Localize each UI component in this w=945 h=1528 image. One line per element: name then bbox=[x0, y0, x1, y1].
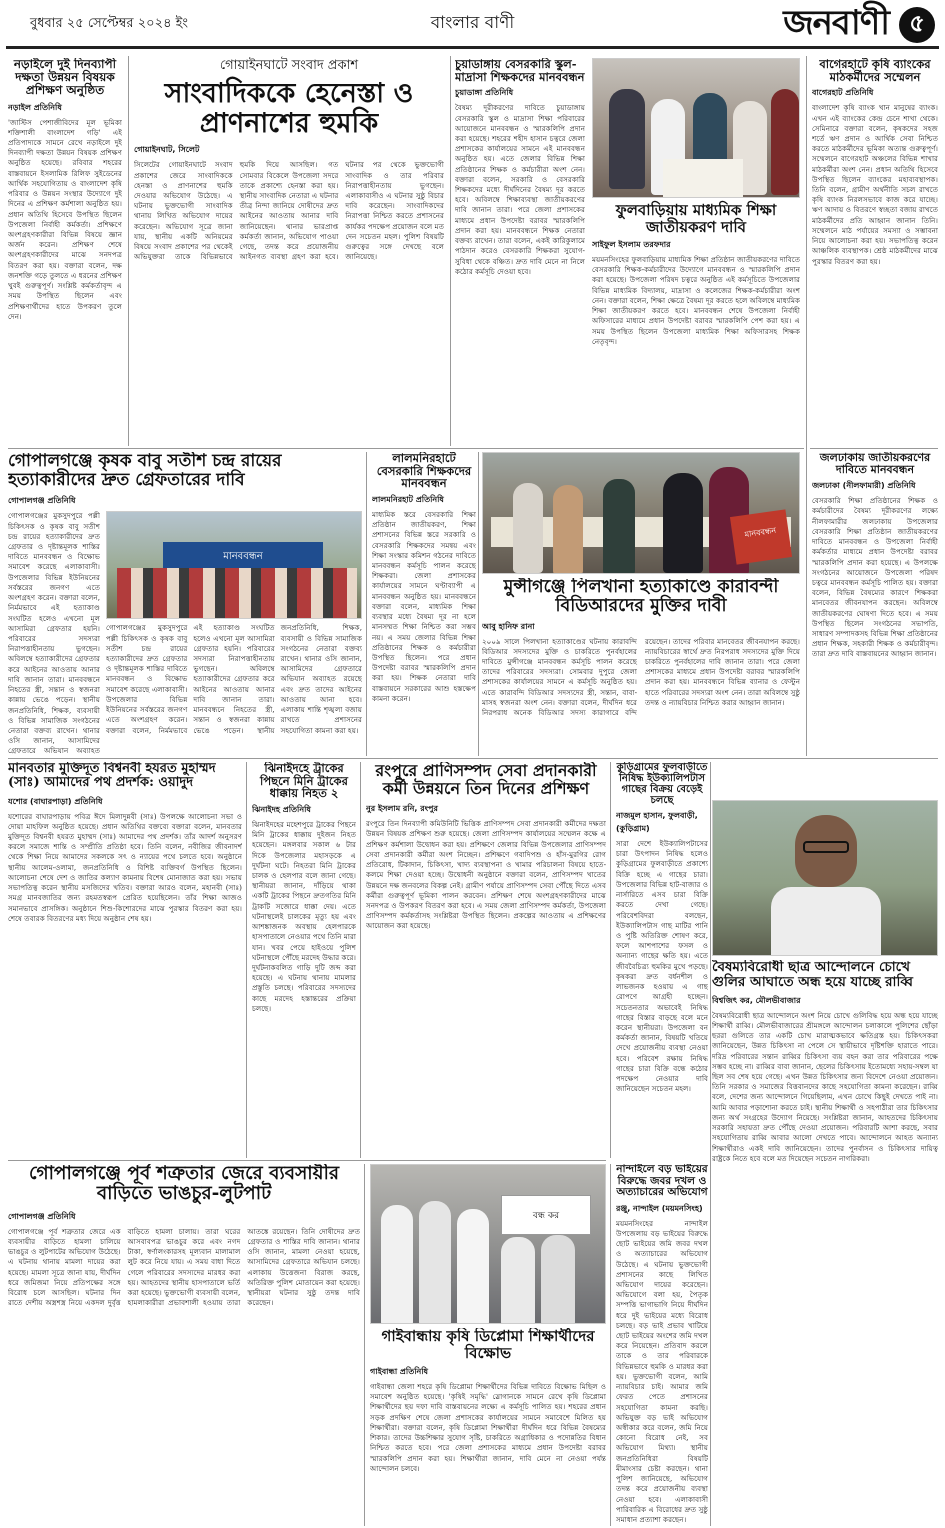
headline: বাগেরহাটে কৃষি ব্যাংকের মাঠকর্মীদের সম্মেলন bbox=[819, 58, 931, 84]
byline: লালমনিরহাট প্রতিনিধি bbox=[372, 494, 444, 504]
divider bbox=[806, 56, 807, 756]
article-body: বৈষম্যবিরোধী ছাত্র আন্দোলনে অংশ নিয়ে চোখে গুলিবিদ্ধ হয়ে অন্ধ হয়ে যাচ্ছে শিক্ষার্থী রাব্বি। মৌলভীবাজারের শ্রীমঙ্গলে আন্দোলন চলাকালে পুলিশের ছোঁড়া ছররা গুলিতে তার একটি চোখ মারাত্মকভাবে ক্ষতিগ্রস্ত হয়। চিকিৎসকরা জানিয়েছেন, উন্নত চিকিৎসা না পেলে সে স্থায়ীভাবে দৃষ্টিশক্তি হারাতে পারে। দরিদ্র পরিবারের সন্তান রাব্বির চিকিৎসা ব্যয় বহন করা তার পরিবারের পক্ষে সম্ভব হচ্ছে না। রাব্বির বাবা জানান, ছেলের চিকিৎসায় ইতোমধ্যে সহায়-সম্বল যা ছিল সব শেষ হয়ে গেছে। এখন উন্নত চিকিৎসার জন্য বিদেশে নেওয়া প্রয়োজন। তিনি সরকার ও সমাজের বিত্তবানদের কাছে সহযোগিতা কামনা করেছেন। রাব্বি বলে, দেশের জন্য আন্দোলনে গিয়েছিলাম, এখন চোখে কিছুই দেখতে পাই না। আমি আবার পড়াশোনা করতে চাই। স্থানীয় শিক্ষার্থী ও সহপাঠীরা তার চিকিৎসার জন্য অর্থ সংগ্রহের উদ্যোগ নিয়েছে। সংশ্লিষ্টরা জানান, আহতদের চিকিৎসায় সরকারি সহায়তা দ্রুত পৌঁছে দেওয়া প্রয়োজন। পরিবারটি আশা করছে, সবার সহযোগিতায় রাব্বি আবার আলো দেখতে পাবে। আন্দোলনে আহত অন্যান্য শিক্ষার্থীরাও একই দাবি জানিয়েছেন। তাদের পুনর্বাসন ও চিকিৎসার দায়িত্ব রাষ্ট্রকে নিতে হবে বলে মত দিয়েছেন সচেতন নাগরিকরা। bbox=[712, 1010, 938, 1163]
article-eucalyptus bbox=[616, 762, 708, 1158]
headline: লালমনিরহাটে বেসরকারি শিক্ষকদের মানববন্ধন bbox=[376, 452, 472, 491]
divider bbox=[450, 56, 451, 446]
headline: গাইবান্ধায় কৃষি ডিপ্লোমা শিক্ষার্থীদের বিক্ষোভ bbox=[381, 1328, 595, 1362]
article-body: ২০০৯ সালে পিলখানা হত্যাকাণ্ডের ঘটনায় কারাবন্দি বিডিআর সদস্যদের মুক্তি ও চাকরিতে পুনর্বহালের দাবিতে মুন্সীগঞ্জে মানববন্ধন কর্মসূচি পালন করেছে তাদের পরিবারের সদস্যরা। সোমবার দুপুরে জেলা প্রশাসকের কার্যালয়ের সামনে এ কর্মসূচি অনুষ্ঠিত হয়। এতে কারাবন্দি বিডিআর সদস্যদের স্ত্রী, সন্তান, বাবা-মাসহ স্বজনরা অংশ নেন। বক্তারা বলেন, দীর্ঘদিন ধরে নিরপরাধ অনেক বিডিআর সদস্য কারাগারে বন্দি রয়েছেন। তাদের পরিবার মানবেতর জীবনযাপন করছে। ন্যায়বিচারের স্বার্থে দ্রুত নিরপরাধ সদস্যদের মুক্তি দিয়ে চাকরিতে পুনর্বহালের দাবি জানান তারা। পরে জেলা প্রশাসকের মাধ্যমে প্রধান উপদেষ্টা বরাবর স্মারকলিপি প্রদান করা হয়। মানববন্ধনে বিভিন্ন ব্যানার ও ফেস্টুন হাতে পরিবারের সদস্যরা অংশ নেন। তারা অবিলম্বে সুষ্ঠু তদন্ত ও ন্যায়বিচার নিশ্চিত করার আহ্বান জানান। bbox=[482, 636, 800, 718]
divider bbox=[8, 758, 938, 759]
byline: ঝিনাইদহ প্রতিনিধি bbox=[252, 804, 311, 814]
byline: চুয়াডাঙ্গা প্রতিনিধি bbox=[455, 88, 514, 98]
article-gopalganj-looting bbox=[8, 1164, 360, 1526]
article-body: গোপালগঞ্জে পূর্ব শত্রুতার জেরে এক ব্যবসায়ীর বাড়িতে হামলা চালিয়ে ভাঙচুর ও লুটপাটের অভিযোগ উঠেছে। এ ঘটনায় থানায় মামলা দায়ের করা হয়েছে। মামলা সূত্রে জানা যায়, দীর্ঘদিন ধরে জমিজমা নিয়ে প্রতিপক্ষের সঙ্গে বিরোধ চলে আসছিল। ঘটনার দিন রাতে দেশীয় অস্ত্রশস্ত্র নিয়ে একদল দুর্বৃত্ত বাড়িতে হামলা চালায়। তারা ঘরের আসবাবপত্র ভাঙচুর করে এবং নগদ টাকা, স্বর্ণালংকারসহ মূল্যবান মালামাল লুট করে নিয়ে যায়। এ সময় বাধা দিতে গেলে পরিবারের সদস্যদের মারধর করা হয়। আহতদের স্থানীয় হাসপাতালে ভর্তি করা হয়েছে। ভুক্তভোগী ব্যবসায়ী বলেন, হামলাকারীরা প্রভাবশালী হওয়ায় তারা আতঙ্কে রয়েছেন। তিনি দোষীদের দ্রুত গ্রেফতার ও শাস্তির দাবি জানান। থানার ওসি জানান, মামলা নেওয়া হয়েছে, আসামিদের গ্রেফতারে অভিযান চলছে। এলাকায় উত্তেজনা বিরাজ করছে, অতিরিক্ত পুলিশ মোতায়েন করা হয়েছে। স্থানীয়রা ঘটনার সুষ্ঠু তদন্ত দাবি করেছেন। bbox=[8, 1226, 360, 1308]
headline: বৈষম্যবিরোধী ছাত্র আন্দোলনে চোখে গুলির আঘাতে অন্ধ হয়ে যাচ্ছে রাব্বি bbox=[712, 960, 913, 990]
byline: গোপালগঞ্জ প্রতিনিধি bbox=[8, 496, 76, 506]
article-chuadanga-teachers bbox=[455, 58, 585, 446]
article-gaibandha-diploma bbox=[370, 1328, 606, 1526]
article-body: ময়মনসিংহের নান্দাইল উপজেলায় বড় ভাইয়ের বিরুদ্ধে ছোট ভাইয়ের জমি জবর দখল ও অত্যাচারের অভিযোগ উঠেছে। এ ঘটনায় ভুক্তভোগী প্রশাসনের কাছে লিখিত অভিযোগ দায়ের করেছেন। অভিযোগে বলা হয়, পৈতৃক সম্পত্তি ভাগাভাগি নিয়ে দীর্ঘদিন ধরে দুই ভাইয়ের মধ্যে বিরোধ চলছে। বড় ভাই প্রভাব খাটিয়ে ছোট ভাইয়ের অংশের জমি দখল করে নিয়েছেন। প্রতিবাদ করলে তাকে ও তার পরিবারকে বিভিন্নভাবে হুমকি ও মারধর করা হয়। ভুক্তভোগী বলেন, আমি ন্যায়বিচার চাই। আমার জমি ফেরত পেতে প্রশাসনের সহযোগিতা কামনা করছি। অভিযুক্ত বড় ভাই অভিযোগ অস্বীকার করে বলেন, জমি নিয়ে কোনো বিরোধ নেই, সব অভিযোগ মিথ্যা। স্থানীয় জনপ্রতিনিধিরা বিষয়টি মীমাংসার চেষ্টা করছেন। থানা পুলিশ জানিয়েছে, অভিযোগ তদন্ত করে প্রয়োজনীয় ব্যবস্থা নেওয়া হবে। এলাকাবাসী পারিবারিক এ বিরোধের দ্রুত সুষ্ঠু সমাধান প্রত্যাশা করছেন। bbox=[616, 1218, 708, 1524]
article-rabbi-blind bbox=[712, 960, 938, 1526]
byline: গাইবান্ধা প্রতিনিধি bbox=[370, 1367, 429, 1376]
headline: নড়াইলে দুই দিনব্যাপী দক্ষতা উন্নয়ন বিষয়ক প্রশিক্ষণ অনুষ্ঠিত bbox=[13, 58, 117, 98]
rabbi-photo bbox=[712, 800, 938, 956]
article-journalist-threat bbox=[134, 56, 444, 448]
article-body: বাংলাদেশ কৃষি ব্যাংক খান মানুষের ব্যাংক। এখন এই ব্যাংকের কেন্দ্র চেনে শাখা থেকে। সেমিনারে বক্তারা বলেন, কৃষকদের সহজ শর্তে ঋণ প্রদান ও আর্থিক সেবা নিশ্চিত করতে মাঠকর্মীদের ভূমিকা অত্যন্ত গুরুত্বপূর্ণ। সম্মেলনে বাগেরহাট অঞ্চলের বিভিন্ন শাখার মাঠকর্মীরা অংশ নেন। প্রধান অতিথি হিসেবে উপস্থিত ছিলেন ব্যাংকের মহাব্যবস্থাপক। তিনি বলেন, গ্রামীণ অর্থনীতি সচল রাখতে কৃষি ব্যাংক নিরলসভাবে কাজ করে যাচ্ছে। ঋণ আদায় ও বিতরণে স্বচ্ছতা বজায় রাখতে মাঠকর্মীদের প্রতি আহ্বান জানান তিনি। সম্মেলনে মাঠ পর্যায়ের সমস্যা ও সম্ভাবনা নিয়ে আলোচনা করা হয়। সভাপতিত্ব করেন আঞ্চলিক ব্যবস্থাপক। শ্রেষ্ঠ মাঠকর্মীদের মাঝে পুরস্কার বিতরণ করা হয়। bbox=[812, 103, 938, 266]
article-body-continued: গোপালগঞ্জের মুকসুদপুরে পল্লী চিকিৎসক ও কৃষক বাবু সতীশ চন্দ্র রায়ের হত্যাকারীদের দ্রুত গ্রেফতার ও দৃষ্টান্তমূলক শাস্তির দাবিতে মানববন্ধন ও বিক্ষোভ সমাবেশ করেছে এলাকাবাসী। উপজেলার বিভিন্ন ইউনিয়নের সর্বস্তরের জনগণ এতে অংশগ্রহণ করেন। বক্তারা বলেন, নির্মমভাবে এই হত্যাকাণ্ড সংঘটিত হলেও এখনো মূল আসামিরা গ্রেফতার হয়নি। পরিবারের সদস্যরা নিরাপত্তাহীনতায় ভুগছেন। অবিলম্বে হত্যাকারীদের গ্রেফতার করে আইনের আওতায় আনার দাবি জানান তারা। মানববন্ধনে নিহতের স্ত্রী, সন্তান ও স্বজনরা কান্নায় ভেঙে পড়েন। স্থানীয় জনপ্রতিনিধি, শিক্ষক, ব্যবসায়ী ও বিভিন্ন সামাজিক সংগঠনের নেতারা বক্তব্য রাখেন। থানার ওসি জানান, আসামিদের গ্রেফতারে অভিযান অব্যাহত রয়েছে এবং দ্রুত তাদের আইনের আওতায় আনা হবে। এলাকায় শান্তি শৃঙ্খলা বজায় রাখতে প্রশাসনের সহযোগিতা কামনা করা হয়। bbox=[106, 623, 362, 735]
headline: গোপালগঞ্জে কৃষক বাবু সতীশ চন্দ্র রায়ের হত্যাকারীদের দ্রুত গ্রেফতারের দাবি bbox=[8, 452, 282, 490]
byline: নাজমুল হাসান, ফুলবাড়ী, (কুড়িগ্রাম) bbox=[616, 811, 698, 833]
article-body: বৈষম্য দূরীকরণের দাবিতে চুয়াডাঙ্গায় বেসরকারি স্কুল ও মাদ্রাসা শিক্ষা পরিবারের আয়োজনে মানববন্ধন ও স্মারকলিপি প্রদান করা হয়েছে। শহরের শহীদ হাসান চত্বরে জেলা প্রশাসকের কার্যালয়ের সামনে এই মানববন্ধন অনুষ্ঠিত হয়। এতে জেলার বিভিন্ন শিক্ষা প্রতিষ্ঠানের শিক্ষক ও কর্মচারীরা অংশ নেন। বক্তারা বলেন, সরকারি ও বেসরকারি শিক্ষকদের মধ্যে দীর্ঘদিনের বৈষম্য দূর করতে হবে। অবিলম্বে শিক্ষাব্যবস্থা জাতীয়করণের দাবি জানান তারা। পরে জেলা প্রশাসকের মাধ্যমে প্রধান উপদেষ্টা বরাবর স্মারকলিপি প্রদান করা হয়। মানববন্ধনে শিক্ষক নেতারা বক্তব্য রাখেন। তারা বলেন, একই কারিকুলামে পাঠদান করেও বেসরকারি শিক্ষকরা সুযোগ-সুবিধা থেকে বঞ্চিত। দ্রুত দাবি মেনে না নিলে কঠোর কর্মসূচি দেওয়া হবে। bbox=[455, 103, 585, 276]
article-jhenaidah-accident bbox=[252, 762, 356, 1158]
byline: জলঢাকা (নীলফামারী) প্রতিনিধি bbox=[812, 481, 916, 491]
byline: সাইফুল ইসলাম তরফদার bbox=[592, 240, 671, 249]
headline: মানবতার মুক্তিদূত বিশ্বনবী হযরত মুহাম্মদ (সাঃ) আমাদের পথ প্রদর্শক: ওয়াদুদ bbox=[8, 762, 216, 791]
issue-date: বুধবার ২৫ সেপ্টেম্বর ২০২৪ ইং bbox=[30, 16, 188, 31]
article-body: ময়মনসিংহের ফুলবাড়িয়ায় মাধ্যমিক শিক্ষা প্রতিষ্ঠান জাতীয়করণের দাবিতে বেসরকারি শিক্ষক-কর্মচারীদের উদ্যোগে মানববন্ধন ও স্মারকলিপি প্রদান করা হয়েছে। উপজেলা পরিষদ চত্বরে অনুষ্ঠিত এই কর্মসূচিতে উপজেলার বিভিন্ন মাধ্যমিক বিদ্যালয়, মাদ্রাসা ও কলেজের শিক্ষক-কর্মচারীরা অংশ নেন। বক্তারা বলেন, শিক্ষা ক্ষেত্রে বৈষম্য দূর করতে হলে অবিলম্বে মাধ্যমিক শিক্ষা জাতীয়করণ করতে হবে। মানববন্ধন শেষে উপজেলা নির্বাহী অফিসারের মাধ্যমে প্রধান উপদেষ্টা বরাবর স্মারকলিপি পেশ করা হয়। এ সময় উপস্থিত ছিলেন উপজেলা মাধ্যমিক শিক্ষা অফিসারসহ শিক্ষক নেতৃবৃন্দ। bbox=[592, 255, 800, 346]
divider bbox=[366, 452, 367, 756]
byline: গোয়াইনঘাট, সিলেট bbox=[134, 145, 200, 155]
byline: আবু হানিফ রানা bbox=[482, 621, 535, 631]
divider bbox=[246, 762, 247, 1158]
students-protest-photo bbox=[370, 1164, 606, 1324]
headline: সাংবাদিককে হেনেস্তা ও প্রাণনাশের হুমকি bbox=[164, 78, 414, 139]
section-title: বাংলার বাণী bbox=[430, 13, 515, 33]
byline: রঞ্জু, নান্দাইল (ময়মনসিংহ) bbox=[616, 1203, 703, 1213]
byline: নড়াইল প্রতিনিধি bbox=[8, 102, 62, 112]
meeting-photo bbox=[592, 58, 800, 198]
headline: চুয়াডাঙ্গায় বেসরকারি স্কুল-মাদ্রাসা শিক্ষকদের মানববন্ধন bbox=[455, 58, 585, 84]
article-body: মাধ্যমিক স্তরে বেসরকারি শিক্ষা প্রতিষ্ঠান জাতীয়করণ, শিক্ষা প্রশাসনের বিভিন্ন স্তরে সরকারি ও বেসরকারি শিক্ষকদের সমন্বয় এবং শিক্ষা সংস্কার কমিশন গঠনের দাবিতে মানববন্ধন কর্মসূচি পালন করেছে শিক্ষকরা। জেলা প্রশাসকের কার্যালয়ের সামনে ঘণ্টাব্যাপী এ মানববন্ধন অনুষ্ঠিত হয়। মানববন্ধনে বক্তারা বলেন, মাধ্যমিক শিক্ষা ব্যবস্থার মধ্যে বৈষম্য দূর না হলে মানসম্মত শিক্ষা নিশ্চিত করা সম্ভব নয়। এ সময় জেলার বিভিন্ন শিক্ষা প্রতিষ্ঠানের শিক্ষক ও কর্মচারীরা উপস্থিত ছিলেন। পরে প্রধান উপদেষ্টা বরাবর স্মারকলিপি প্রদান করা হয়। শিক্ষক নেতারা দাবি বাস্তবায়নে সরকারের আশু হস্তক্ষেপ কামনা করেন। bbox=[372, 509, 476, 703]
rally-photo bbox=[106, 511, 362, 619]
headline: রংপুরে প্রাণিসম্পদ সেবা প্রদানকারী কর্মী উন্নয়নে তিন দিনের প্রশিক্ষণ bbox=[375, 762, 597, 798]
article-naraile-training bbox=[8, 58, 122, 446]
article-body: 'জাস্টিস পেশাজীবিদের মূল ভূমিকা শক্তিশালী বাংলাদেশ গড়ি' এই প্রতিপাদ্যকে সামনে রেখে নড়াইলে দুই দিনব্যাপী দক্ষতা উন্নয়ন বিষয়ক প্রশিক্ষণ অনুষ্ঠিত হয়েছে। রবিবার শহরের বাস্তবায়নে ইসলামিক রিলিফ সুইডেনের আর্থিক সহযোগিতায় ও বাংলাদেশ কৃষি পরিবার ও উন্নয়ন সংস্থার উদ্যোগে দুই দিনের এ প্রশিক্ষণ কর্মশালা অনুষ্ঠিত হয়। প্রধান অতিথি হিসেবে উপস্থিত ছিলেন উপজেলা নির্বাহী কর্মকর্তা। প্রশিক্ষণে অংশগ্রহণকারীরা বিভিন্ন বিষয়ে জ্ঞান অর্জন করেন। প্রশিক্ষণ শেষে অংশগ্রহণকারীদের মাঝে সনদপত্র বিতরণ করা হয়। বক্তারা বলেন, দক্ষ জনশক্তি গড়ে তুলতে এ ধরনের প্রশিক্ষণ খুবই গুরুত্বপূর্ণ। সংশ্লিষ্ট কর্মকর্তাবৃন্দ এ সময় উপস্থিত ছিলেন এবং প্রশিক্ষণার্থীদের হাতে উপকরণ তুলে দেন। bbox=[8, 117, 122, 321]
divider bbox=[610, 762, 611, 1158]
headline: গোপালগঞ্জে পূর্ব শত্রুতার জেরে ব্যবসায়ীর বাড়িতে ভাঙচুর-লুটপাট bbox=[28, 1164, 340, 1205]
article-body: রংপুরে তিন দিনব্যাপী কমিউনিটি ভিত্তিক প্রাণিসম্পদ সেবা প্রদানকারী কর্মীদের দক্ষতা উন্নয়ন বিষয়ক প্রশিক্ষণ শুরু হয়েছে। জেলা প্রাণিসম্পদ কার্যালয়ের সম্মেলন কক্ষে এ প্রশিক্ষণ কর্মশালা উদ্বোধন করা হয়। প্রশিক্ষণে জেলার বিভিন্ন উপজেলার প্রাণিসম্পদ সেবা প্রদানকারী কর্মীরা অংশ নিচ্ছেন। প্রশিক্ষণে গবাদিপশু ও হাঁস-মুরগির রোগ প্রতিরোধ, টিকাদান, চিকিৎসা, খাদ্য ব্যবস্থাপনা ও খামার পরিচালনা বিষয়ে হাতে-কলমে শিক্ষা দেওয়া হচ্ছে। উদ্বোধনী অনুষ্ঠানে বক্তারা বলেন, প্রাণিসম্পদ খাতের উন্নয়নে দক্ষ জনবলের বিকল্প নেই। গ্রামীণ পর্যায়ে প্রাণিসম্পদ সেবা পৌঁছে দিতে এসব কর্মীরা গুরুত্বপূর্ণ ভূমিকা পালন করবেন। প্রশিক্ষণ শেষে অংশগ্রহণকারীদের মাঝে সনদপত্র ও উপকরণ বিতরণ করা হবে। এ সময় জেলা প্রাণিসম্পদ কর্মকর্তা, উপজেলা প্রাণিসম্পদ কর্মকর্তাসহ সংশ্লিষ্টরা উপস্থিত ছিলেন। প্রকল্পের আওতায় এ প্রশিক্ষণের আয়োজন করা হয়েছে। bbox=[366, 819, 606, 931]
divider bbox=[710, 762, 711, 1526]
article-prophet-discussion bbox=[8, 762, 242, 1158]
divider bbox=[610, 1164, 611, 1526]
divider bbox=[478, 452, 479, 756]
placard-text: মানববন্ধন bbox=[744, 525, 777, 540]
byline: গোপালগঞ্জ প্রতিনিধি bbox=[8, 1211, 76, 1221]
headline: মুন্সীগঞ্জে পিলখানা হত্যাকাণ্ডে কারাবন্দী বিডিআরদের মুক্তির দাবী bbox=[503, 578, 779, 617]
logo-text: জনবাণী bbox=[783, 2, 889, 43]
divider bbox=[360, 762, 361, 1158]
article-body: সিলেটের গোয়াইনঘাটে সংবাদ প্রকাশের জেরে সাংবাদিককে হেনস্তা ও প্রাণনাশের হুমকি দেওয়ার অভিযোগ উঠেছে। এ ঘটনায় ভুক্তভোগী সাংবাদিক থানায় লিখিত অভিযোগ দায়ের করেছেন। অভিযোগ সূত্রে জানা যায়, স্থানীয় একটি অনিয়মের বিষয়ে সংবাদ প্রকাশের পর থেকেই অভিযুক্তরা তাকে বিভিন্নভাবে হুমকি দিয়ে আসছিল। গত সোমবার বিকেলে উপজেলা সদরে তাকে প্রকাশ্যে হেনস্তা করা হয়। স্থানীয় সাংবাদিক নেতারা এ ঘটনার তীব্র নিন্দা জানিয়ে দোষীদের দ্রুত আইনের আওতায় আনার দাবি জানিয়েছেন। থানার ভারপ্রাপ্ত কর্মকর্তা জানান, অভিযোগ পাওয়া গেছে, তদন্ত করে প্রয়োজনীয় আইনগত ব্যবস্থা গ্রহণ করা হবে। ঘটনার পর থেকে ভুক্তভোগী সাংবাদিক ও তার পরিবার নিরাপত্তাহীনতায় ভুগছেন। এলাকাবাসীও এ ঘটনার সুষ্ঠু বিচার দাবি করেছেন। সাংবাদিকদের নিরাপত্তা নিশ্চিত করতে প্রশাসনের কার্যকর পদক্ষেপ প্রয়োজন বলে মত দেন সচেতন মহল। পুলিশ বিষয়টি গুরুত্বের সঙ্গে দেখছে বলে জানিয়েছে। bbox=[134, 160, 444, 262]
banner-text: মানববন্ধন bbox=[223, 551, 263, 563]
article-body: বেসরকারি শিক্ষা প্রতিষ্ঠানের শিক্ষক ও কর্মচারীদের বৈষম্য দূরীকরণের লক্ষ্যে নীলফামারীর জলঢাকায় উপজেলার বেসরকারি শিক্ষা প্রতিষ্ঠান জাতীয়করণের দাবিতে মানববন্ধন ও উপজেলা নির্বাহী কর্মকর্তার মাধ্যমে প্রধান উপদেষ্টা বরাবর স্মারকলিপি প্রদান করা হয়েছে। এ উপলক্ষে সংগঠনের আয়োজনে উপজেলা পরিষদ চত্বরে মানববন্ধন কর্মসূচি পালিত হয়। বক্তারা বলেন, বিভিন্ন বৈষম্যের কারণে শিক্ষকরা মানবেতর জীবনযাপন করছেন। অবিলম্বে জাতীয়করণের ঘোষণা দিতে হবে। এ সময় উপস্থিত ছিলেন সংগঠনের সভাপতি, সাধারণ সম্পাদকসহ বিভিন্ন শিক্ষা প্রতিষ্ঠানের প্রধান শিক্ষক, সহকারী শিক্ষক ও কর্মচারীবৃন্দ। তারা দ্রুত দাবি বাস্তবায়নের আহ্বান জানান। bbox=[812, 496, 938, 659]
divider bbox=[8, 1160, 606, 1161]
article-fulbaria-nationalisation bbox=[592, 200, 800, 446]
article-body: গাইবান্ধা জেলা শহরে কৃষি ডিপ্লোমা শিক্ষার্থীদের বিভিন্ন দাবিতে বিক্ষোভ মিছিল ও সমাবেশ অনুষ্ঠিত হয়েছে। 'কৃষিই সমৃদ্ধি' স্লোগানকে সামনে রেখে কৃষি ডিপ্লোমা শিক্ষার্থীদের ছয় দফা দাবি বাস্তবায়নের লক্ষ্যে এ কর্মসূচি পালিত হয়। শহরের প্রধান সড়ক প্রদক্ষিণ শেষে জেলা প্রশাসকের কার্যালয়ের সামনে সমাবেশে মিলিত হয় শিক্ষার্থীরা। বক্তারা বলেন, কৃষি ডিপ্লোমা শিক্ষার্থীরা দীর্ঘদিন ধরে বিভিন্ন বৈষম্যের শিকার। তাদের উচ্চশিক্ষার সুযোগ সৃষ্টি, চাকরিতে অগ্রাধিকার ও পদোন্নতির বিধান নিশ্চিত করতে হবে। পরে জেলা প্রশাসকের মাধ্যমে প্রধান উপদেষ্টা বরাবর স্মারকলিপি প্রদান করা হয়। শিক্ষার্থীরা জানান, দাবি মেনে না নেওয়া পর্যন্ত আন্দোলন চলবে। bbox=[370, 1382, 606, 1473]
divider bbox=[128, 56, 129, 446]
headline: ঝিনাইদহে ট্রাকের পিছনে মিনি ট্রাকের ধাক্কায় নিহত ২ bbox=[260, 762, 348, 801]
byline: নুর ইসলাম রনি, রংপুর bbox=[366, 804, 438, 814]
article-krishi-bank bbox=[812, 58, 938, 446]
headline: ফুলবাড়িয়ায় মাধ্যমিক শিক্ষা জাতীয়করণ দাবি bbox=[615, 201, 777, 236]
headline: জলঢাকায় জাতীয়করণের দাবিতে মানববন্ধন bbox=[819, 452, 931, 477]
article-body: ঝিনাইদহের মহেশপুরে ট্রাকের পিছনে মিনি ট্রাকের ধাক্কায় দুইজন নিহত হয়েছেন। মঙ্গলবার সকাল ৬ টার দিকে উপজেলার মহাসড়কে এ দুর্ঘটনা ঘটে। নিহতরা মিনি ট্রাকের চালক ও হেলপার বলে জানা গেছে। স্থানীয়রা জানান, দাঁড়িয়ে থাকা একটি ট্রাকের পিছনে দ্রুতগতির মিনি ট্রাকটি সজোরে ধাক্কা দেয়। এতে ঘটনাস্থলেই চালকের মৃত্যু হয় এবং আশঙ্কাজনক অবস্থায় হেলপারকে হাসপাতালে নেওয়ার পথে তিনি মারা যান। খবর পেয়ে হাইওয়ে পুলিশ ঘটনাস্থলে পৌঁছে মরদেহ উদ্ধার করে। দুর্ঘটনাকবলিত গাড়ি দুটি জব্দ করা হয়েছে। এ ঘটনায় থানায় মামলার প্রস্তুতি চলছে। পরিবারের সদস্যদের কাছে মরদেহ হস্তান্তরের প্রক্রিয়া চলছে। bbox=[252, 819, 356, 1013]
article-gopalganj-farmer bbox=[8, 452, 362, 756]
article-lalmonirhat-teachers bbox=[372, 452, 476, 756]
article-jaldhaka bbox=[812, 452, 938, 756]
divider bbox=[810, 448, 938, 449]
headline: কুড়িগ্রামের ফুলবাড়ীতে নিষিদ্ধ ইউক্যালিপটাস গাছের বিক্রয় বেড়েই চলছে bbox=[616, 762, 708, 806]
article-body: গোপালগঞ্জের মুকসুদপুরে পল্লী চিকিৎসক ও কৃষক বাবু সতীশ চন্দ্র রায়ের হত্যাকারীদের দ্রুত গ্রেফতার ও দৃষ্টান্তমূলক শাস্তির দাবিতে মানববন্ধন ও বিক্ষোভ সমাবেশ করেছে এলাকাবাসী। উপজেলার বিভিন্ন ইউনিয়নের সর্বস্তরের জনগণ এতে অংশগ্রহণ করেন। বক্তারা বলেন, নির্মমভাবে এই হত্যাকাণ্ড সংঘটিত হলেও এখনো মূল আসামিরা গ্রেফতার হয়নি। পরিবারের সদস্যরা নিরাপত্তাহীনতায় ভুগছেন। অবিলম্বে হত্যাকারীদের গ্রেফতার করে আইনের আওতায় আনার দাবি জানান তারা। মানববন্ধনে নিহতের স্ত্রী, সন্তান ও স্বজনরা কান্নায় ভেঙে পড়েন। স্থানীয় জনপ্রতিনিধি, শিক্ষক, ব্যবসায়ী ও বিভিন্ন সামাজিক সংগঠনের নেতারা বক্তব্য রাখেন। থানার ওসি জানান, আসামিদের গ্রেফতারে অভিযান অব্যাহত bbox=[8, 511, 100, 756]
byline: বিশ্বজিৎ কর, মৌলভীবাজার bbox=[712, 995, 801, 1005]
banner-text: বন্ধ কর bbox=[532, 1211, 560, 1221]
article-body: যশোরের বাঘারপাড়ায় পবিত্র ঈদে মিলাদুন্নবী (সাঃ) উপলক্ষে আলোচনা সভা ও দোয়া মাহফিল অনুষ্ঠিত হয়েছে। প্রধান অতিথির বক্তব্যে বক্তারা বলেন, মানবতার মুক্তিদূত বিশ্বনবী হযরত মুহাম্মদ (সাঃ) আমাদের পথ প্রদর্শক। তাঁর আদর্শ অনুসরণ করলে সমাজে শান্তি ও সম্প্রীতি প্রতিষ্ঠা হবে। তিনি বলেন, নবীজির জীবনাদর্শ থেকে শিক্ষা নিয়ে আমাদের সকলকে সৎ ও ন্যায়ের পথে চলতে হবে। অনুষ্ঠানে স্থানীয় আলেম-ওলামা, জনপ্রতিনিধি ও বিশিষ্ট ব্যক্তিবর্গ উপস্থিত ছিলেন। আলোচনা শেষে দেশ ও জাতির কল্যাণ কামনায় বিশেষ মোনাজাত করা হয়। সভায় সভাপতিত্ব করেন স্থানীয় মসজিদের খতিব। বক্তারা আরও বলেন, মহানবী (সাঃ) সমগ্র মানবজাতির জন্য রহমতস্বরূপ প্রেরিত হয়েছিলেন। তাঁর শিক্ষা আজও সমানভাবে প্রাসঙ্গিক। অনুষ্ঠানে শিশু-কিশোরদের মাঝে পুরস্কার বিতরণ করা হয়। শেষে তবারক বিতরণের মধ্য দিয়ে অনুষ্ঠান শেষ হয়। bbox=[8, 811, 242, 923]
header-rule bbox=[6, 46, 939, 49]
newspaper-logo bbox=[735, 4, 935, 46]
kicker: গোয়াইনঘাটে সংবাদ প্রকাশ bbox=[219, 58, 359, 73]
bdr-families-photo bbox=[482, 452, 800, 574]
page-number: ৫ bbox=[899, 7, 935, 43]
headline: নান্দাইলে বড় ভাইয়ের বিরুদ্ধে জবর দখল ও অত্যাচারের অভিযোগ bbox=[616, 1164, 708, 1199]
divider bbox=[8, 448, 804, 449]
article-body: সারা দেশে ইউক্যালিপটাসের চারা উৎপাদন নিষিদ্ধ হলেও কুড়িগ্রামের ফুলবাড়ীতে প্রকাশ্যে বিক্রি হচ্ছে এ গাছের চারা। উপজেলার বিভিন্ন হাট-বাজার ও নার্সারিতে এসব চারা বিক্রি করতে দেখা গেছে। পরিবেশবিদরা বলছেন, ইউক্যালিপটাস গাছ মাটির পানি ও পুষ্টি অতিরিক্ত শোষণ করে, ফলে আশপাশের ফসল ও অন্যান্য গাছের ক্ষতি হয়। এতে জীববৈচিত্র্য হুমকির মুখে পড়ছে। কৃষকরা দ্রুত বর্ধনশীল ও লাভজনক হওয়ায় এ গাছ রোপণে আগ্রহী হচ্ছেন। সচেতনতার অভাবেই নিষিদ্ধ গাছের বিস্তার বাড়ছে বলে মনে করেন স্থানীয়রা। উপজেলা বন কর্মকর্তা জানান, বিষয়টি খতিয়ে দেখে প্রয়োজনীয় ব্যবস্থা নেওয়া হবে। পরিবেশ রক্ষায় নিষিদ্ধ গাছের চারা বিক্রি বন্ধে কঠোর পদক্ষেপ নেওয়ার দাবি জানিয়েছেন সচেতন মহল। bbox=[616, 839, 708, 1094]
article-munshiganj-bdr bbox=[482, 578, 800, 756]
byline: বাগেরহাট প্রতিনিধি bbox=[812, 88, 874, 98]
article-nandail-dispute bbox=[616, 1164, 708, 1526]
byline: যশোর (বাঘারপাড়া) প্রতিনিধি bbox=[8, 796, 103, 806]
divider bbox=[364, 1164, 365, 1526]
article-rangpur-training bbox=[366, 762, 606, 1158]
